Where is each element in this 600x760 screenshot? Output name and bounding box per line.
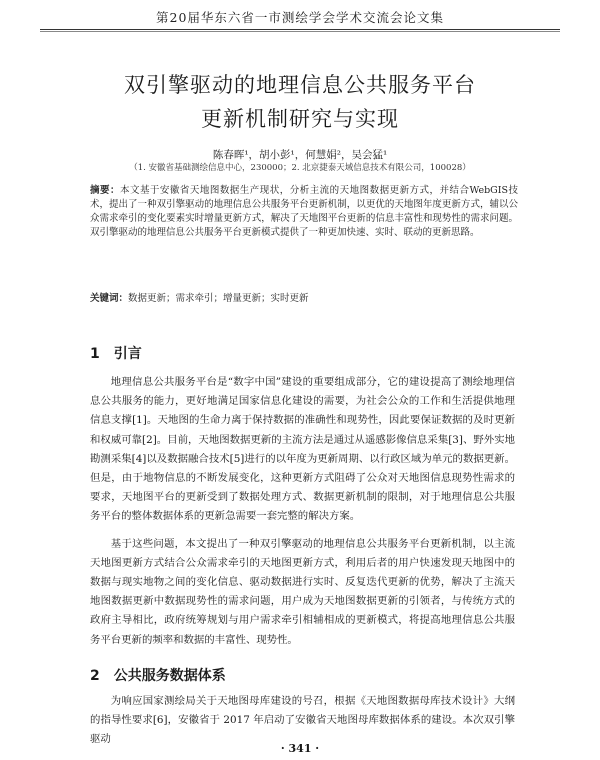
running-head: 第20届华东六省一市测绘学会学术交流会论文集 xyxy=(156,10,444,25)
header-rule-secondary xyxy=(40,31,560,32)
header-rule xyxy=(40,29,560,30)
section-2-body xyxy=(90,692,515,750)
section-number: 2 xyxy=(90,668,100,684)
title-line-1: 双引擎驱动的地理信息公共服务平台 xyxy=(124,73,476,97)
keywords xyxy=(90,292,518,306)
title-line-2: 更新机制研究与实现 xyxy=(201,107,399,131)
section-title: 公共服务数据体系 xyxy=(113,668,226,684)
section-heading-1 xyxy=(90,343,142,363)
abstract xyxy=(90,184,518,240)
paragraph: 为响应国家测绘局关于天地图母库建设的号召，根据《天地图数据母库技术设计》大纲的指导性要求[6]，安徽省于 2017 年启动了安徽省天地图母库数据体系的建设。本次双引擎驱动 xyxy=(90,695,515,746)
keywords-text: 数据更新；需求牵引；增量更新；实时更新 xyxy=(128,293,309,304)
section-1-body xyxy=(90,373,515,650)
section-heading-2 xyxy=(90,665,226,685)
affiliation: （1. 安徽省基础测绘信息中心，230000；2. 北京捷泰天域信息技术有限公司，100028） xyxy=(129,163,471,173)
keywords-label: 关键词： xyxy=(90,293,129,304)
page-number: · 341 · xyxy=(280,742,320,755)
paragraph: 地理信息公共服务平台是“数字中国”建设的重要组成部分，它的建设提高了测绘地理信息公共服务的能力，更好地满足国家信息化建设的需要，为社会公众的工作和生活提供地理信息支撑[1]。天地图的生命力离于保持数据的准确性和现势性，因此要保证数据的及时更新和权威可靠[2]。目前，天地图数据更新的主流方法是通过从遥感影像信息采集[3]、野外实地勘测采集[4]以及数据融合技术[5]进行的以年度为更新周期、以行政区域为单元的数据更新。但是，由于地物信息的不断发展变化，这种更新方式阻碍了公众对天地图信息现势性需求的要求，天地图平台的更新受到了数据处理方式、数据更新机制的限制，对于地理信息公共服务平台的整体数据体系的更新急需要一套完整的解决方案。 xyxy=(90,376,515,523)
paper-title xyxy=(40,68,560,136)
section-number: 1 xyxy=(90,346,100,362)
abstract-label: 摘要： xyxy=(90,185,120,196)
paragraph: 基于这些问题，本文提出了一种双引擎驱动的地理信息公共服务平台更新机制，以主流天地图更新方式结合公众需求牵引的天地图更新方式，利用后者的用户快速发现天地图中的数据与现实地物之间的变化信息、驱动数据进行实时、反复迭代更新的优势，解决了主流天地图数据更新中数据现势性的需求问题，用户成为天地图数据更新的引领者，与传统方式的政府主导相比，政府统筹规划与用户需求牵引相辅相成的更新模式，将提高地理信息公共服务平台更新的频率和数据的丰富性、现势性。 xyxy=(90,537,515,646)
author-list: 陈春晖¹，胡小彭¹，何慧娟²，吴会猛¹ xyxy=(212,149,388,161)
section-title: 引言 xyxy=(113,346,142,362)
abstract-text: 本文基于安徽省天地图数据生产现状，分析主流的天地图数据更新方式，并结合WebGIS技术，提出了一种双引擎驱动的地理信息公共服务平台更新机制，以更优的天地图年度更新方式，辅以公众需求牵引的变化要素实时增量更新方式，解决了天地图平台更新的信息丰富性和现势性的需求问题。双引擎驱动的地理信息公共服务平台更新模式提供了一种更加快速、实时、联动的更新思路。 xyxy=(90,185,518,238)
